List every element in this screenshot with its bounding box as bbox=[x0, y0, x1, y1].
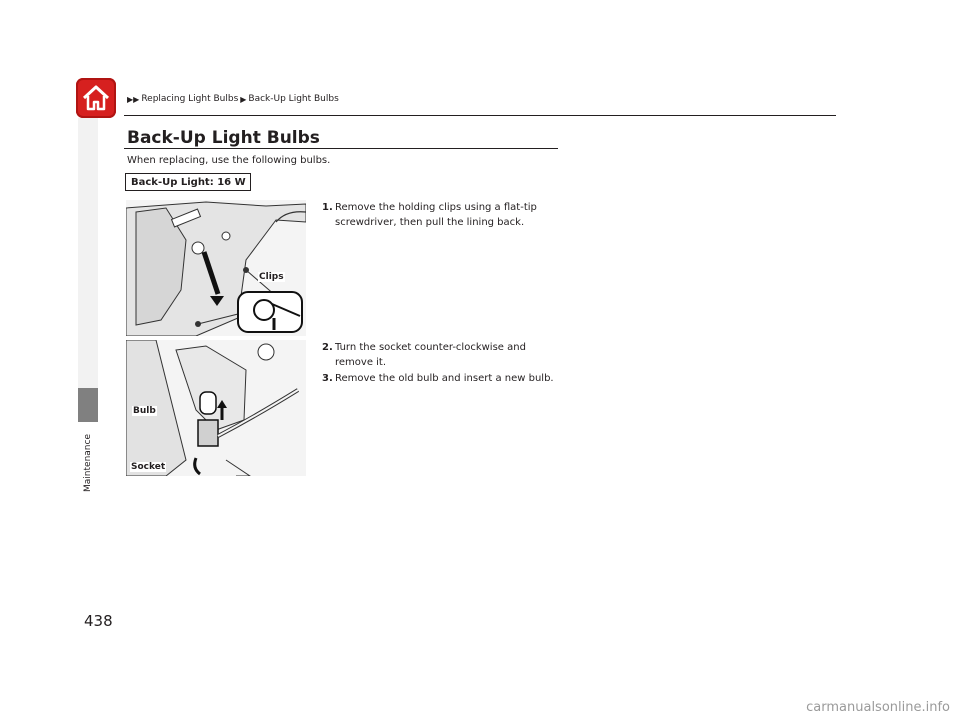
step-text: Turn the socket counter-clockwise and bbox=[335, 342, 526, 353]
step-text-continued: remove it. bbox=[335, 357, 387, 368]
step-text: Remove the old bulb and insert a new bulb. bbox=[335, 373, 554, 384]
step-text: Remove the holding clips using a flat-tip bbox=[335, 202, 537, 213]
page-number: 438 bbox=[84, 612, 113, 630]
title-divider bbox=[124, 148, 558, 149]
step-3 bbox=[322, 371, 554, 386]
sidebar-section-label: Maintenance bbox=[83, 434, 93, 492]
intro-text: When replacing, use the following bulbs. bbox=[127, 155, 331, 166]
step-2 bbox=[322, 340, 526, 370]
sidebar-tab-maintenance[interactable] bbox=[78, 388, 98, 422]
double-chevron-icon: ▶▶ bbox=[127, 94, 140, 104]
step-number: 1. bbox=[322, 202, 333, 213]
footer-watermark: carmanualsonline.info bbox=[806, 700, 950, 715]
breadcrumb-current[interactable]: Back-Up Light Bulbs bbox=[248, 94, 339, 104]
step-number: 3. bbox=[322, 373, 333, 384]
bulb-spec-box bbox=[125, 173, 251, 191]
bulb-spec-label: Back-Up Light: 16 W bbox=[131, 176, 246, 188]
breadcrumb bbox=[127, 94, 339, 104]
header-divider bbox=[124, 115, 836, 116]
chevron-right-icon: ▶ bbox=[240, 94, 247, 104]
home-icon bbox=[76, 78, 116, 118]
illustration-socket-bulb bbox=[126, 340, 306, 476]
clips-diagram bbox=[126, 200, 306, 336]
breadcrumb-link-replacing-light-bulbs[interactable]: Replacing Light Bulbs bbox=[141, 94, 239, 104]
callout-bulb: Bulb bbox=[133, 406, 156, 416]
step-1 bbox=[322, 200, 537, 230]
home-button[interactable] bbox=[76, 78, 116, 118]
page-title: Back-Up Light Bulbs bbox=[127, 128, 320, 148]
callout-socket: Socket bbox=[131, 462, 166, 472]
sidebar-track bbox=[78, 118, 98, 388]
step-number: 2. bbox=[322, 342, 333, 353]
illustration-remove-clips bbox=[126, 200, 306, 336]
callout-clips: Clips bbox=[259, 272, 284, 282]
step-text-continued: screwdriver, then pull the lining back. bbox=[335, 217, 525, 228]
